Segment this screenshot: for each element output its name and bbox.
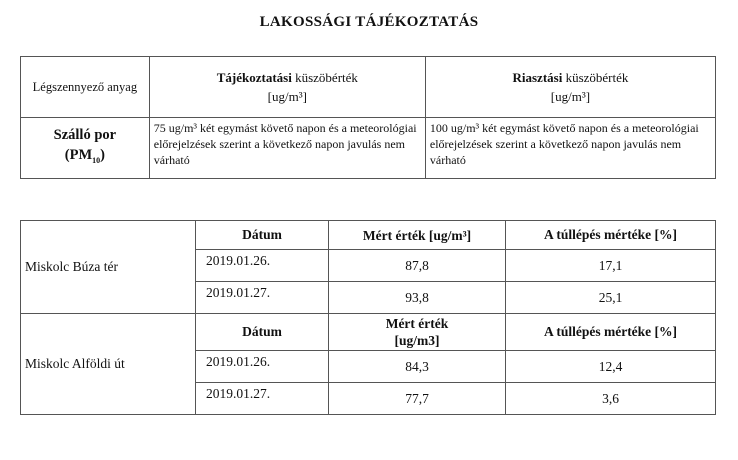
exceed-cell: 3,6 xyxy=(506,383,716,415)
alarm-threshold-rest: küszöbérték xyxy=(562,70,629,85)
pollutant-sub: 10 xyxy=(92,155,101,165)
alarm-threshold-text: 100 ug/m³ két egymást követő napon és a meteorológiai előrejelzések szerint a következő napon javulás nem várható xyxy=(425,118,715,179)
measured-header-line2: [ug/m3] xyxy=(394,333,440,348)
measurement-table xyxy=(20,220,716,415)
measured-header: Mért érték [ug/m³] xyxy=(329,221,506,250)
info-threshold-unit: [ug/m³] xyxy=(267,89,307,104)
exceed-header: A túllépés mértéke [%] xyxy=(506,221,716,250)
date-header: Dátum xyxy=(196,221,329,250)
pm10-row xyxy=(21,118,716,179)
page-title: LAKOSSÁGI TÁJÉKOZTATÁS xyxy=(259,14,479,30)
threshold-table xyxy=(20,56,716,179)
measured-cell: 87,8 xyxy=(329,250,506,282)
section-header-row xyxy=(21,221,716,250)
pollutant-header: Légszennyező anyag xyxy=(21,57,150,118)
measured-cell: 77,7 xyxy=(329,383,506,415)
measured-cell: 84,3 xyxy=(329,351,506,383)
exceed-header: A túllépés mértéke [%] xyxy=(506,314,716,351)
exceed-cell: 25,1 xyxy=(506,282,716,314)
pollutant-name xyxy=(21,118,150,179)
measured-header-line1: Mért érték xyxy=(385,316,449,331)
date-cell: 2019.01.26. xyxy=(196,250,329,282)
measured-header xyxy=(329,314,506,351)
alarm-threshold-bold: Riasztási xyxy=(512,70,563,85)
location-label: Miskolc Alföldi út xyxy=(21,314,196,415)
alarm-threshold-unit: [ug/m³] xyxy=(550,89,591,104)
date-cell: 2019.01.27. xyxy=(196,383,329,415)
exceed-cell: 12,4 xyxy=(506,351,716,383)
date-cell: 2019.01.26. xyxy=(196,351,329,383)
threshold-header-row xyxy=(21,57,716,118)
alarm-threshold-header xyxy=(425,57,715,118)
pollutant-open: (PM xyxy=(64,147,93,164)
location-label: Miskolc Búza tér xyxy=(21,221,196,314)
pollutant-close: ) xyxy=(100,147,105,164)
section-header-row xyxy=(21,314,716,351)
measured-cell: 93,8 xyxy=(329,282,506,314)
pollutant-main: Szálló por xyxy=(53,127,117,144)
date-cell: 2019.01.27. xyxy=(196,282,329,314)
date-header: Dátum xyxy=(196,314,329,351)
info-threshold-bold: Tájékoztatási xyxy=(216,70,292,85)
exceed-cell: 17,1 xyxy=(506,250,716,282)
info-threshold-text: 75 ug/m³ két egymást követő napon és a meteorológiai előrejelzések szerint a következő napon javulás nem várható xyxy=(149,118,425,179)
info-threshold-rest: küszöbérték xyxy=(291,70,358,85)
info-threshold-header xyxy=(149,57,425,118)
